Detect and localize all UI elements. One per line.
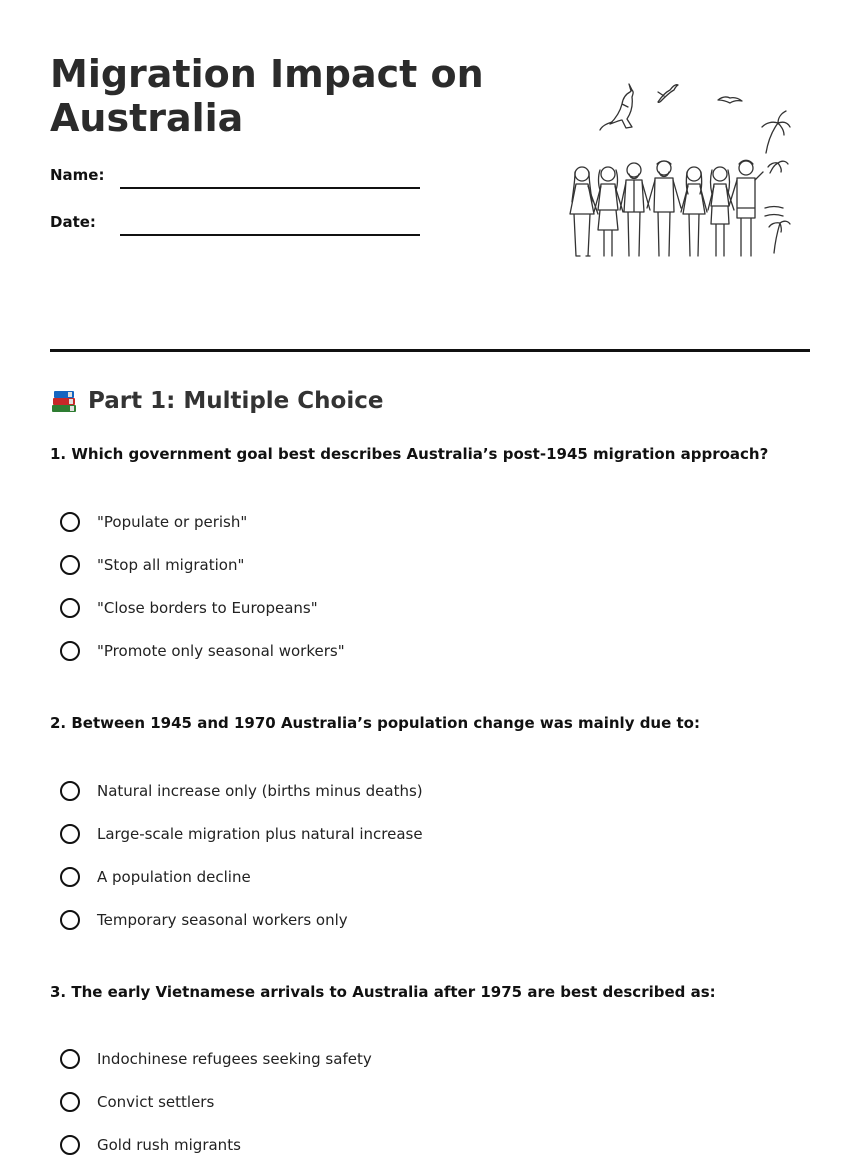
date-field[interactable] [120,234,420,236]
question-2: 2. Between 1945 and 1970 Australia’s population change was mainly due to: [50,714,700,732]
section-title-text: Part 1: Multiple Choice [88,388,384,414]
option-q2-a[interactable] [60,778,423,804]
option-label: "Stop all migration" [97,556,245,574]
radio-button[interactable] [60,824,80,844]
name-field[interactable] [120,187,420,189]
option-label: Large-scale migration plus natural increase [97,825,423,843]
kangaroo-icon [600,84,633,130]
radio-button[interactable] [60,1092,80,1112]
section-title-part1 [50,388,383,414]
option-q1-a[interactable] [60,509,247,535]
radio-button[interactable] [60,910,80,930]
radio-button[interactable] [60,641,80,661]
option-q1-c[interactable] [60,595,318,621]
bird-icon [658,85,742,103]
people-illustration [560,78,800,263]
palm-tree-icon [762,111,790,253]
option-label: Natural increase only (births minus deaths) [97,782,423,800]
radio-button[interactable] [60,598,80,618]
question-3: 3. The early Vietnamese arrivals to Australia after 1975 are best described as: [50,983,716,1001]
radio-button[interactable] [60,867,80,887]
option-label: Indochinese refugees seeking safety [97,1050,372,1068]
radio-button[interactable] [60,1135,80,1155]
question-1: 1. Which government goal best describes Australia’s post-1945 migration approach? [50,445,769,463]
radio-button[interactable] [60,1049,80,1069]
option-q3-a[interactable] [60,1046,372,1072]
option-label: "Populate or perish" [97,513,248,531]
people-icon [570,160,763,256]
option-label: A population decline [97,868,251,886]
option-q1-b[interactable] [60,552,244,578]
option-label: Gold rush migrants [97,1136,241,1154]
option-q2-d[interactable] [60,907,348,933]
date-label: Date: [50,213,96,231]
radio-button[interactable] [60,781,80,801]
radio-button[interactable] [60,512,80,532]
page-title: Migration Impact on Australia [50,52,484,140]
option-label: "Close borders to Europeans" [97,599,318,617]
option-q3-b[interactable] [60,1089,214,1115]
option-q2-b[interactable] [60,821,423,847]
name-label: Name: [50,166,105,184]
option-label: Temporary seasonal workers only [97,911,348,929]
books-icon [50,388,78,414]
option-label: "Promote only seasonal workers" [97,642,345,660]
option-q1-d[interactable] [60,638,345,664]
radio-button[interactable] [60,555,80,575]
option-q2-c[interactable] [60,864,251,890]
option-q3-c[interactable] [60,1132,241,1158]
header-divider [50,349,810,352]
option-label: Convict settlers [97,1093,215,1111]
